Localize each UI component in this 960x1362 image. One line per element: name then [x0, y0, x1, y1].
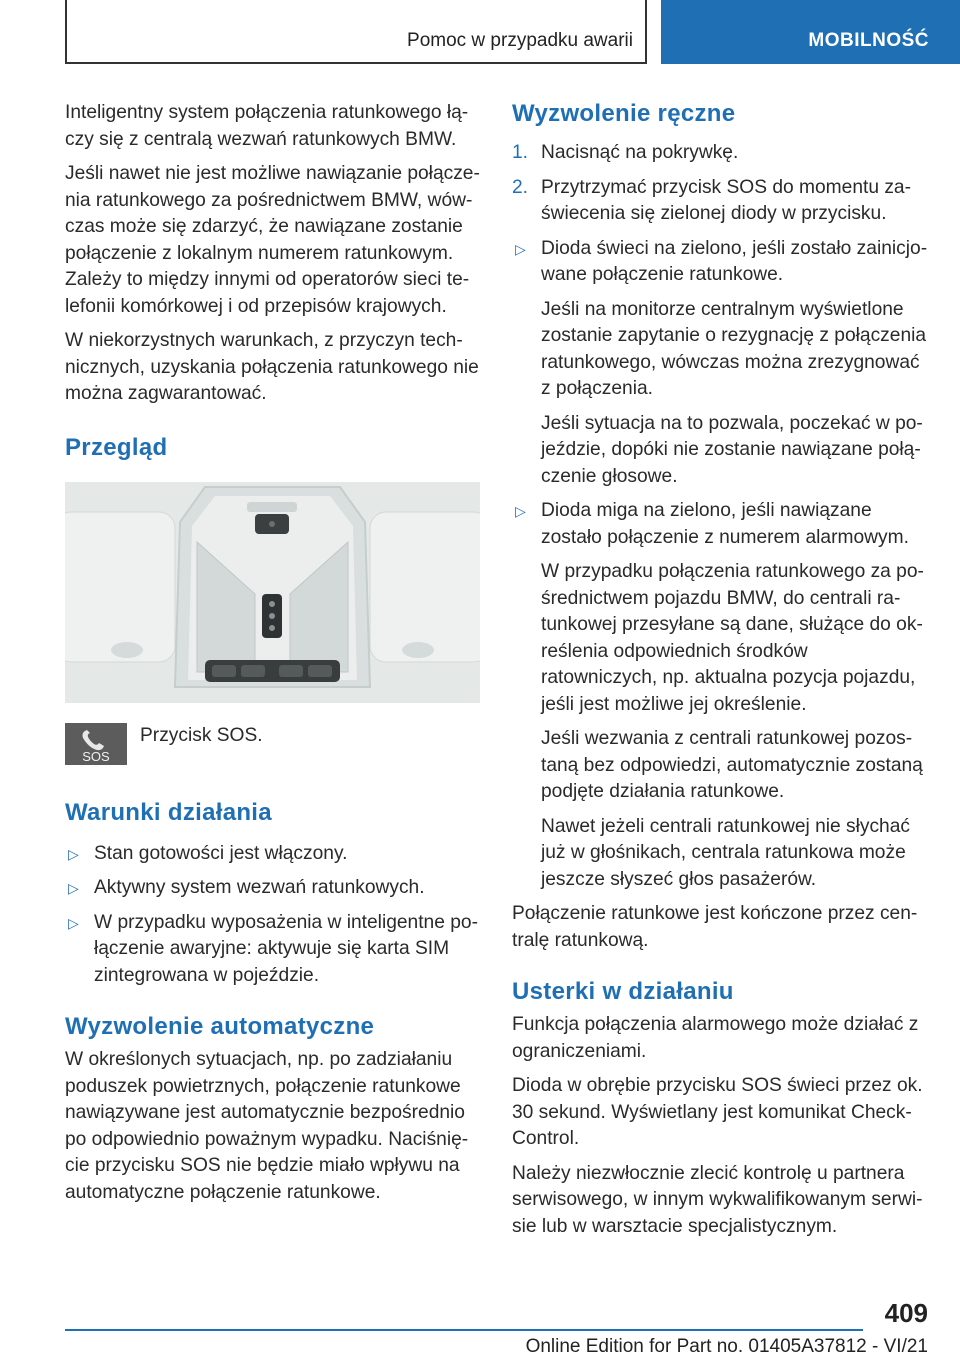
bullet-triangle-icon: ▷ — [68, 914, 79, 931]
result-subparagraph: Jeśli na monitorze centralnym wyświetlone zostanie zapytanie o rezygnację z połączenia ratunkowego, wówczas można zrezygnować z połączenia. — [541, 298, 927, 399]
section-title: Pomoc w przypadku awarii — [407, 30, 633, 51]
left-column — [65, 100, 480, 1214]
overview-heading: Przegląd — [65, 433, 168, 461]
header-section-box — [65, 0, 647, 64]
faults-paragraph: Należy niezwłocznie zlecić kontrolę u partnera serwisowego, w innym wykwalifikowanym serwisie lub w warsztacie specjalistycznym. — [512, 1162, 923, 1237]
bullet-triangle-icon: ▷ — [68, 880, 79, 896]
result-subparagraph: W przypadku połączenia ratunkowego za pośrednictwem pojazdu BMW, do centrali ratunkowej przesyłane są dane, służące do określenia odpowiednich środków ratowniczych, np. aktualna pozycja pojazdu, jeśli jest możliwe jej określenie. — [541, 561, 924, 715]
intro-paragraph: Inteligentny system połączenia ratunkowego łączy się z centralą wezwań ratunkowych BMW. — [65, 102, 469, 150]
sos-button-icon — [65, 723, 127, 765]
step-item: 1. Nacisnąć na pokrywkę. — [512, 142, 739, 163]
footer-rule — [65, 1329, 863, 1331]
roof-console-photo — [65, 482, 480, 703]
intro-paragraph: Jeśli nawet nie jest możliwe nawiązanie połączenia ratunkowego za pośrednictwem BMW, wówczas może się zdarzyć, że nawiązane zostanie połączenie z lokalnym numerem ratunkowym. Zależy to między innymi od operatorów sieci telefonii komórkowej i od przepisów krajowych. — [65, 163, 480, 317]
sos-icon-text: SOS — [82, 748, 110, 764]
steps-list — [512, 140, 928, 228]
ending-paragraph: Połączenie ratunkowe jest kończone przez centralę ratunkową. — [512, 903, 918, 951]
conditions-heading: Warunki działania — [65, 798, 272, 826]
intro-paragraph: W niekorzystnych warunkach, z przyczyn technicznych, uzyskania połączenia ratunkowego nie można zagwarantować. — [65, 330, 479, 404]
list-item: ▷ W przypadku wyposażenia w inteligentne połączenie awaryjne: aktywuje się karta SIM zintegrowana w pojeździe. — [68, 911, 478, 986]
list-item: ▷ Stan gotowości jest włączony. — [65, 841, 480, 868]
bullet-triangle-icon: ▷ — [515, 240, 526, 257]
header-chapter-tab — [661, 0, 960, 64]
result-subparagraph: Jeśli wezwania z centrali ratunkowej pozostaną bez odpowiedzi, automatycznie zostaną podjęte działania ratunkowe. — [541, 728, 923, 802]
conditions-list — [65, 841, 480, 990]
list-item: ▷ Aktywny system wezwań ratunkowych. — [65, 875, 480, 902]
result-subparagraph: Nawet jeżeli centrali ratunkowej nie słychać już w głośnikach, centrala ratunkowa może jeszcze słyszeć głos pasażerów. — [541, 815, 910, 890]
result-list — [512, 498, 928, 551]
page-number: 409 — [884, 1298, 928, 1328]
edition-note: Online Edition for Part no. 01405A37812 - VI/21 — [525, 1336, 928, 1357]
chapter-title: MOBILNOŚĆ — [808, 30, 929, 51]
result-subparagraph: Jeśli sytuacja na to pozwala, poczekać w pojeździe, dopóki nie zostanie nawiązane połączenie głosowe. — [541, 412, 923, 487]
list-item: ▷ Dioda świeci na zielono, jeśli zostało zainicjowane połączenie ratunkowe. — [515, 237, 928, 285]
result-list — [512, 236, 928, 289]
right-column — [512, 100, 928, 1248]
bullet-triangle-icon: ▷ — [515, 503, 526, 519]
list-item: ▷ Dioda miga na zielono, jeśli nawiązane zostało połączenie z numerem alarmowym. — [515, 500, 909, 548]
faults-paragraph: Funkcja połączenia alarmowego może działać z ograniczeniami. — [512, 1014, 919, 1062]
sos-legend — [65, 723, 480, 775]
auto-heading: Wyzwolenie automatyczne — [65, 1013, 375, 1040]
faults-heading: Usterki w działaniu — [512, 978, 734, 1005]
faults-paragraph: Dioda w obrębie przycisku SOS świeci przez ok. 30 sekund. Wyświetlany jest komunikat Check-Control. — [512, 1075, 923, 1149]
manual-heading: Wyzwolenie ręczne — [512, 100, 736, 127]
auto-paragraph: W określonych sytuacjach, np. po zadziałaniu poduszek powietrznych, połączenie ratunkowe nawiązywane jest automatycznie bezpośrednio po odpowiednio poważnym wypadku. Naciśnięcie przycisku SOS nie będzie miało wpływu na automatyczne połączenie ratunkowe. — [65, 1049, 469, 1203]
sos-caption: Przycisk SOS. — [140, 724, 263, 746]
step-item: 2. Przytrzymać przycisk SOS do momentu zaświecenia się zielonej diody w przycisku. — [512, 176, 911, 224]
bullet-triangle-icon: ▷ — [68, 845, 79, 862]
